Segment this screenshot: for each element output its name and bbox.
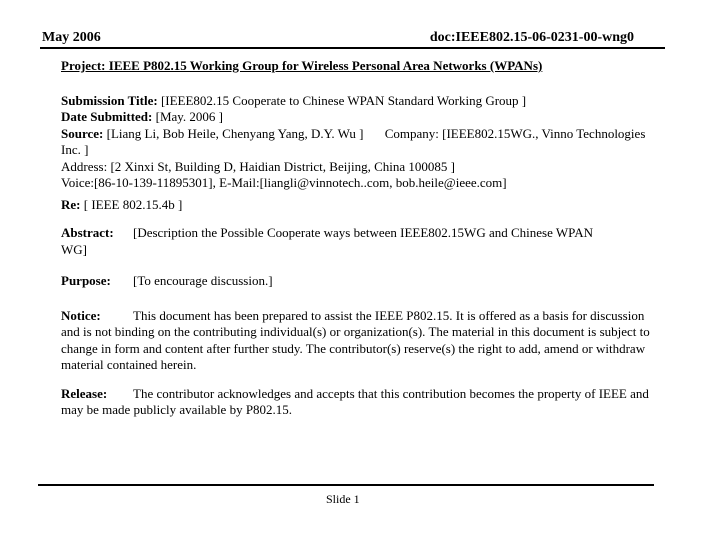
purpose-label: Purpose: <box>61 273 111 288</box>
source-value: [Liang Li, Bob Heile, Chenyang Yang, D.Y. Wu ] <box>106 125 364 141</box>
date-submitted-label: Date Submitted: <box>61 109 153 124</box>
release-value: The contributor acknowledges and accepts that this contribution becomes the property of IEEE and may be made publicly available by P802.15. <box>61 385 649 417</box>
address-line: Address: [2 Xinxi St, Building D, Haidian District, Beijing, China 100085 ] <box>61 158 455 174</box>
date-submitted-value: [May. 2006 ] <box>155 109 224 124</box>
company-value: [IEEE802.15WG., Vinno Technologies Inc. ] <box>61 125 646 157</box>
date-submitted-line <box>61 109 651 126</box>
notice-value: This document has been prepared to assist the IEEE P802.15. It is offered as a basis for discussion and is not binding on the contributing individual(s) or organization(s). The material in this document is subject to change in form and content after further study. The contributor(s) reserve(s) the right to add, amend or withdraw material contained herein. <box>61 307 650 372</box>
re-value: [ IEEE 802.15.4b ] <box>83 196 183 212</box>
source-line <box>61 126 651 159</box>
header-doc-id: doc:IEEE802.15-06-0231-00-wng0 <box>429 30 634 45</box>
slide-content <box>61 58 651 419</box>
notice-label: Notice: <box>61 307 101 323</box>
release-section <box>61 386 651 419</box>
re-line <box>61 197 651 214</box>
abstract-section <box>61 225 651 242</box>
purpose-value: [To encourage discussion.] <box>133 273 273 288</box>
company-label: Company: <box>384 125 439 141</box>
submission-title-label: Submission Title: <box>61 92 158 108</box>
submission-title-value: [IEEE802.15 Cooperate to Chinese WPAN Standard Working Group ] <box>160 92 527 108</box>
purpose-section <box>61 273 651 290</box>
slide-number: Slide 1 <box>326 492 360 506</box>
abstract-label: Abstract: <box>61 225 114 240</box>
notice-section <box>61 308 651 374</box>
header-divider <box>40 47 665 49</box>
re-label: Re: <box>61 196 81 212</box>
project-title: Project: IEEE P802.15 Working Group for Wireless Personal Area Networks (WPANs) <box>61 58 543 73</box>
submission-title-line <box>61 93 651 110</box>
voice-line: Voice:[86-10-139-11895301], E-Mail:[liangli@vinnotech..com, bob.heile@ieee.com] <box>61 175 507 190</box>
abstract-value: [Description the Possible Cooperate ways between IEEE802.15WG and Chinese WPAN <box>133 225 593 240</box>
abstract-continuation: WG] <box>61 241 87 257</box>
source-label: Source: <box>61 125 104 141</box>
release-label: Release: <box>61 385 108 401</box>
submission-info <box>61 93 651 192</box>
footer-divider <box>38 484 654 486</box>
header-date: May 2006 <box>42 30 101 45</box>
